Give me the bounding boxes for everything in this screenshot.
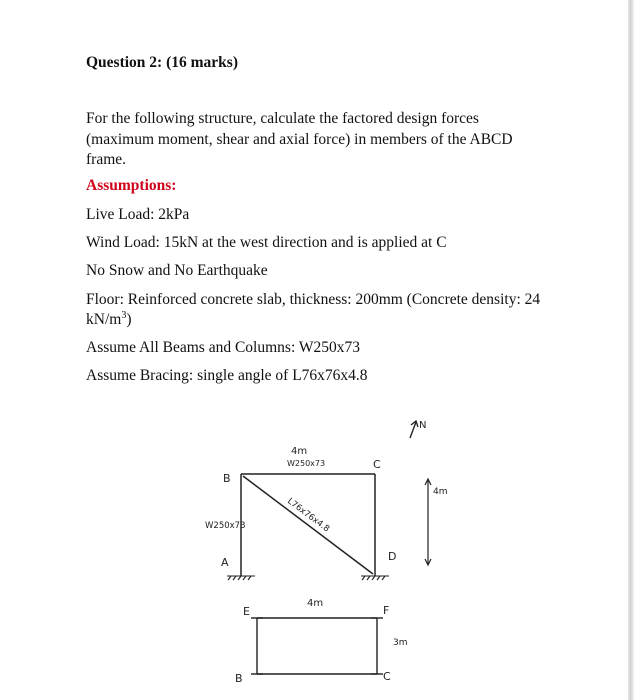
frame-abcd (241, 474, 375, 576)
structure-sketch (195, 410, 455, 695)
plan-node-f-label: F (383, 604, 390, 617)
brace-section-label: L76x76x4.8 (285, 496, 332, 535)
plan-node-c-label: C (383, 670, 391, 683)
live-load-line: Live Load: 2kPa (86, 206, 190, 223)
node-c-label: C (373, 458, 381, 471)
node-a-label: A (221, 556, 229, 569)
bracing-line: Assume Bracing: single angle of L76x76x4.8 (86, 367, 368, 384)
plan-depth-label: 3m (393, 638, 408, 648)
plan-span-label: 4m (307, 598, 324, 609)
assumptions-heading: Assumptions: (86, 177, 177, 194)
beams-columns-line: Assume All Beams and Columns: W250x73 (86, 339, 360, 356)
wind-load-line: Wind Load: 15kN at the west direction and is applied at C (86, 234, 447, 251)
support-d-icon (361, 576, 389, 580)
question-title: Question 2: (16 marks) (86, 54, 238, 71)
question-intro: For the following structure, calculate the factored design forces (maximum moment, shear and axial force) in members of the ABCD frame. (86, 110, 513, 168)
height-dimension (425, 479, 431, 565)
column-section-label: W250x73 (205, 521, 246, 531)
beam-span-label: 4m (291, 446, 308, 457)
beam-section-label: W250x73 (287, 459, 326, 468)
node-d-label: D (388, 550, 397, 563)
floor-superscript: 3 (121, 309, 127, 321)
floor-text: Floor: Reinforced concrete slab, thickness: 200mm (Concrete density: 24 kN/m (86, 291, 541, 328)
north-label: N (419, 420, 427, 431)
plan-node-e-label: E (243, 605, 250, 618)
brace-bd (243, 476, 373, 574)
floor-text-end: ) (126, 311, 132, 328)
page-edge-shadow (628, 0, 634, 700)
snow-earthquake-line: No Snow and No Earthquake (86, 262, 268, 279)
support-a-icon (227, 576, 255, 580)
node-b-label: B (223, 472, 231, 485)
height-dimension-label: 4m (433, 487, 448, 497)
floor-line (86, 290, 556, 330)
north-arrow-icon (410, 421, 418, 438)
plan-view (251, 618, 383, 674)
plan-node-b-label: B (235, 672, 243, 685)
